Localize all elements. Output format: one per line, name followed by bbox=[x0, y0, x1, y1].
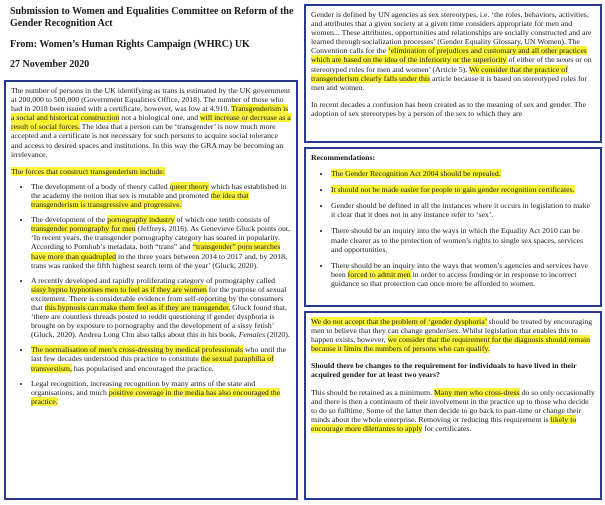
text-run: Gender is defined by UN agencies as sex stereotypes, i.e. ‘the roles, behaviors, activities, and attributes that a given society at a given time considers appropriate for men and women... These attributes, opportunities and relationships are socially constructed and are learned through socialization processes’ (Gender Equality Glossary, UN Women). The Convention calls for the bbox=[311, 10, 592, 56]
text-run: Gluck found that, ‘there are countless threads posted to reddit questioning if gender dysphoria is brought on by exposure to pornography and the development of a sissy fetish’ (Gluck, 2020). Andrea Long Chu also talks about this in his book, bbox=[31, 302, 287, 340]
forces-item-queer-theory bbox=[31, 182, 291, 209]
highlighted-text: Transgenderism is a social and historical construction bbox=[11, 104, 289, 123]
confusion-paragraph: In recent decades a confusion has been created as to the meaning of sex and gender. The adoption of sex stereotypes by a person of the sex to which they are bbox=[311, 99, 587, 118]
highlighted-text: we consider that the requirement for the diagnosis should remain because it limits the numbers of persons who can qualify. bbox=[311, 335, 591, 354]
text-run: in the three years between 2014 to 2017 and, by 2018, trans was ranked the fifth highest search term of the year’ (Gluck, 2020). bbox=[31, 251, 287, 270]
forces-heading: The forces that construct transgenderism include: bbox=[11, 166, 165, 176]
text-run: of which one tenth consists of bbox=[174, 215, 270, 225]
text-run: (Jeffreys, 2016). As Genevieve Gluck points out, ‘In recent years, the transgender pornography category has soared in popularity. According to Pornhub’s metadata, both “trans” and bbox=[31, 224, 291, 252]
recommendations-box bbox=[304, 147, 602, 307]
text-run: has popularised and encouraged the practice. bbox=[71, 363, 214, 373]
recommendations-list bbox=[311, 169, 595, 288]
highlighted-text: ‘elimination of prejudices and customary and all other practices which are based on the idea of the inferiority or the superiority bbox=[311, 46, 587, 65]
highlighted-text: The Gender Recognition Act 2004 should be repealed. bbox=[331, 169, 501, 179]
highlighted-text: will increase or decrease as a result of social forces. bbox=[11, 113, 291, 132]
text-run: Legal recognition, increasing recognition by many arms of the state and organisations, and much bbox=[31, 378, 256, 397]
highlighted-text: the idea that transgenderism is transgressive and progressive. bbox=[31, 190, 249, 210]
gender-definition-paragraph bbox=[311, 10, 595, 92]
text-run: for the purpose of sexual excitement. There is considerable evidence from self-reporting by the consumers that bbox=[31, 284, 287, 312]
text-run: not a biological one, and bbox=[119, 113, 201, 123]
document-date: 27 November 2020 bbox=[10, 59, 90, 70]
forces-list bbox=[11, 182, 291, 406]
highlighted-text: “transgender” porn searches have more than quadrupled bbox=[31, 242, 281, 261]
highlighted-text: pornography industry bbox=[107, 215, 175, 225]
highlighted-text: The normalisation of men’s cross-dressing by medical professionals bbox=[31, 345, 243, 355]
recommendation-item bbox=[331, 226, 595, 253]
text-run: The idea that a person can be ‘transgender’ is now much more accepted and a certificate is not necessary for such persons to acquire social tolerance and access to desired spaces and institutions. In this way the GRA may be becoming an irrelevance. bbox=[11, 122, 284, 159]
recommendation-item bbox=[331, 201, 595, 219]
text-run: do so only occasionally and there is then a continuum of their involvement in the practice up to those who decide to do so fulltime. Some of the latter then decide to go back to part-time or change their minds about the whole enterprise. Removing or reducing this requirement is bbox=[311, 387, 595, 424]
highlighted-text: We do not accept that the problem of ‘gender dysphoria’ bbox=[311, 317, 487, 326]
recommendations-title: Recommendations: bbox=[311, 153, 376, 162]
forces-item-pornography bbox=[31, 215, 291, 270]
text-run: This should be retained as a minimum. bbox=[311, 387, 434, 397]
text-run: article because it is based on stereotyped roles for men and women. bbox=[311, 73, 588, 92]
text-run: There should be an inquiry into the ways in which the Equality Act 2010 can be made clearer as to the protection of women’s rights to single sex spaces, services and opportunities. bbox=[331, 226, 584, 254]
recommendation-item bbox=[331, 169, 595, 178]
highlighted-text: positive coverage in the media has also encouraged the practice. bbox=[31, 387, 281, 406]
dysphoria-box bbox=[304, 311, 602, 500]
document-header bbox=[4, 6, 310, 71]
document-author: From: Women’s Human Rights Campaign (WHRC) UK bbox=[10, 39, 250, 50]
text-run: Females bbox=[238, 330, 266, 340]
gender-definition-box bbox=[304, 4, 602, 143]
two-years-question: Should there be changes to the requirement for individuals to have lived in their acquired gender for at least two years? bbox=[311, 361, 577, 380]
text-run: There should be an inquiry into the ways that women’s agencies and services have been bbox=[331, 260, 589, 279]
two-years-answer bbox=[311, 388, 595, 433]
text-run: The development of the bbox=[31, 215, 108, 225]
main-text-box bbox=[4, 80, 298, 500]
text-run: in order to access funding or in response to incorrect guidance so that protection can once more be afforded to women. bbox=[331, 269, 577, 288]
text-run: which has established in the academy the notion that sex is mutable and promoted bbox=[31, 181, 287, 200]
text-run: should be treated by encouraging men to believe that they can change gender/sex. Whilst legislation that enables this to happen exists, however, bbox=[311, 317, 593, 345]
text-run: for certificates. bbox=[422, 423, 472, 433]
text-run: The number of persons in the UK identifying as trans is estimated by the UK government at 200,000 to 500,000 (Government Equalities Office, 2018). The number of those who had in 2018 been issued with a certificate, however, was low at 4,910. bbox=[11, 86, 291, 114]
document-title: Submission to Women and Equalities Committee on Reform of the Gender Recognition Act bbox=[10, 6, 294, 29]
text-run: who until the last few decades understood this practice to constitute bbox=[31, 345, 287, 364]
highlighted-text: the sexual paraphilia of transvestism, bbox=[31, 354, 274, 373]
text-run: of either of the sexes or on stereotyped roles for men and women’ (Article 5). bbox=[311, 55, 592, 74]
forces-item-cross-dressing bbox=[31, 345, 291, 372]
text-run: The development of a body of theory called bbox=[31, 181, 170, 191]
highlighted-text: likely to encourage more dilettantes to apply bbox=[311, 414, 577, 433]
text-run: A recently developed and rapidly proliferating category of pornography called bbox=[31, 275, 275, 285]
highlighted-text: sissy hypno hypnotises men to feel as if they are women bbox=[31, 284, 207, 294]
recommendation-item bbox=[331, 261, 595, 288]
intro-paragraph bbox=[11, 86, 291, 159]
highlighted-text: queer theory bbox=[169, 181, 209, 191]
highlighted-text: We consider that the practice of transgenderism clearly falls under this bbox=[311, 64, 568, 83]
highlighted-text: forced to admit men bbox=[347, 269, 411, 279]
text-run: Gender should be defined in all the instances where it occurs in legislation to make it clear that it does not in any instance refer to ‘sex’. bbox=[331, 201, 590, 220]
forces-item-sissy-hypno bbox=[31, 276, 291, 340]
text-run: (2020). bbox=[265, 330, 290, 340]
recommendation-item bbox=[331, 185, 595, 194]
highlighted-text: It should not be made easier for people to gain gender recognition certificates. bbox=[331, 185, 575, 195]
highlighted-text: Many men who cross-dress bbox=[434, 387, 520, 397]
dysphoria-paragraph bbox=[311, 317, 595, 353]
highlighted-text: transgender pornography for men bbox=[31, 224, 136, 234]
highlighted-text: this hypnosis can make them feel as if they are transgender. bbox=[44, 302, 231, 312]
forces-item-legal-recognition bbox=[31, 379, 291, 406]
